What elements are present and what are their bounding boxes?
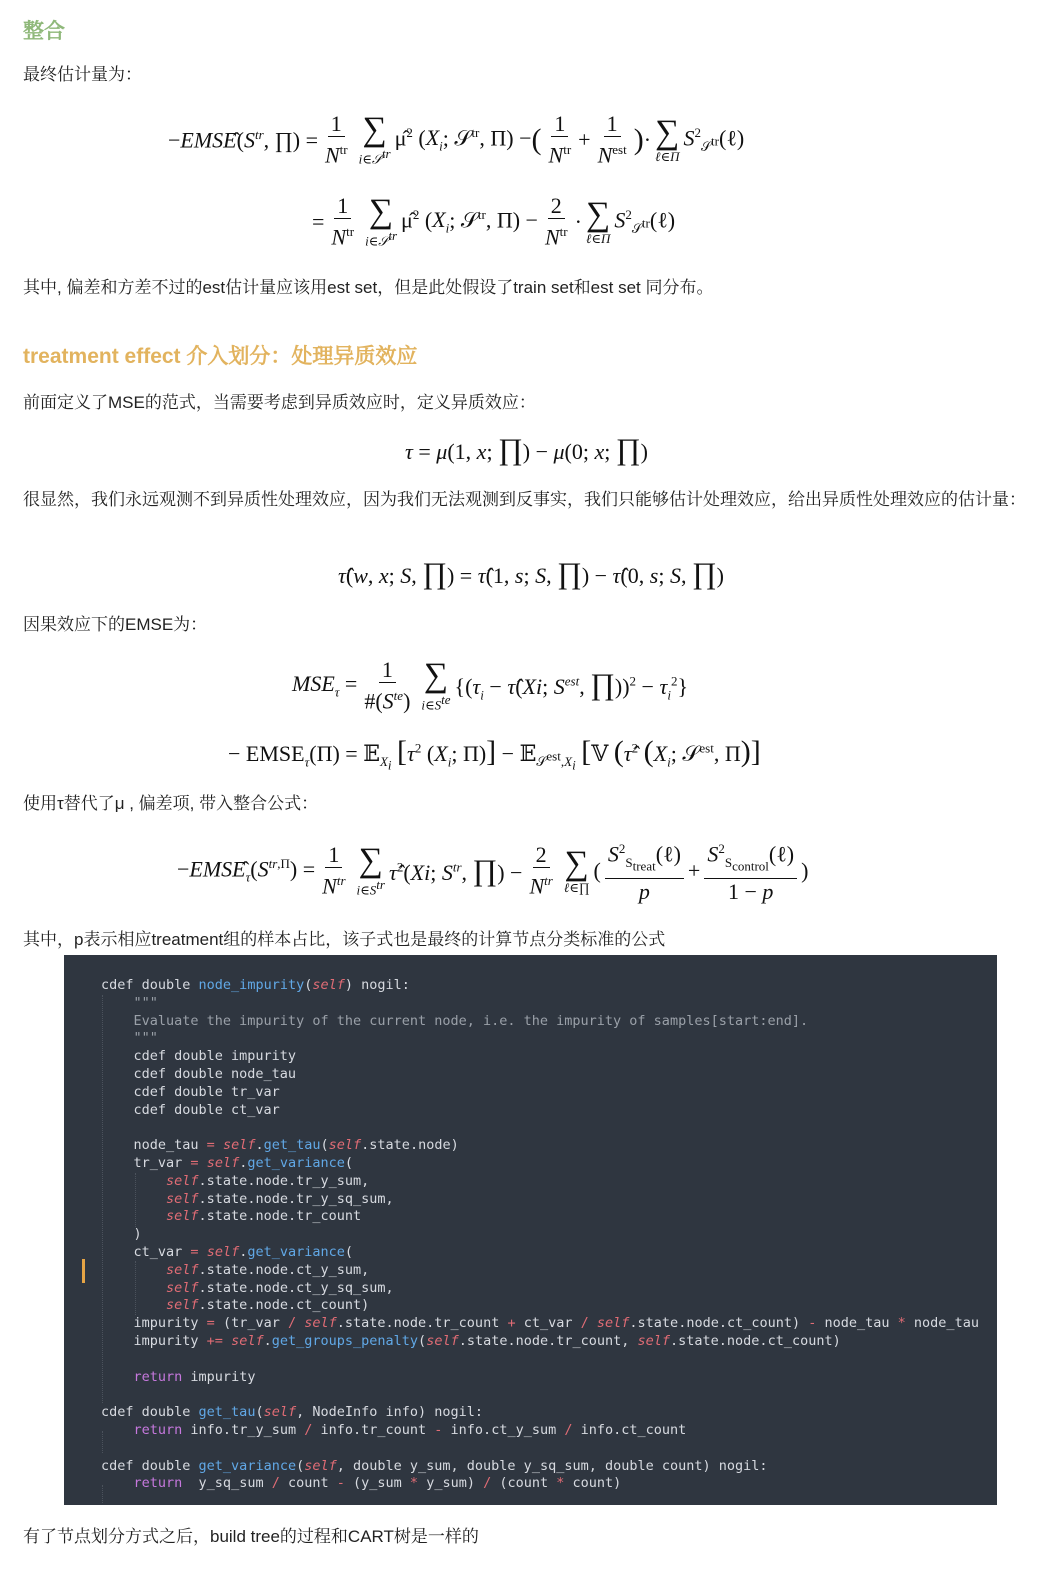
modified-line-marker	[82, 1259, 85, 1283]
code-line: tr_var = self.get_variance(	[101, 1154, 354, 1171]
code-line: cdef double get_tau(self, NodeInfo info) nogil:	[101, 1404, 484, 1421]
formula-tau-definition: τ = μ(1, x; ∏) − μ(0; x; ∏)	[405, 433, 648, 466]
code-lines	[101, 977, 979, 1493]
section-heading-treatment-effect: treatment effect 介入划分：处理异质效应	[23, 345, 418, 368]
formula-mse-tau: $MSE_\tau$ = $\frac{1}{\#(S^{te})}$ ∑ $i\in S^{te}$ {($\tau_i$ − τ̂(Xi; $S^{est}$, ∏))$^2$ − $\tau_i^2$}	[292, 656, 689, 714]
formula-tau-hat: τ̂(w, x; S, ∏) = τ̂(1, s; S, ∏) − τ̂(0, s; S, ∏)	[338, 557, 724, 590]
paragraph-heterogeneous-definition: 前面定义了MSE的范式，当需要考虑到异质效应时，定义异质效应：	[23, 393, 536, 412]
code-line: impurity = (tr_var / self.state.node.tr_count + ct_var / self.state.node.ct_count) - node_tau * node_tau	[101, 1315, 979, 1332]
code-line: cdef double node_impurity(self) nogil:	[101, 977, 410, 993]
code-line: ct_var = self.get_variance(	[101, 1243, 354, 1260]
paragraph-p-explanation: 其中，p表示相应treatment组的样本占比，该子式也是最终的计算节点分类标准的公式	[23, 930, 666, 949]
code-line: """	[101, 1030, 158, 1047]
formula-emse-line2: = $\frac{1}{N^{tr}}$ ∑ i∈𝒮$^{tr}$ μ̂$^2$ ($X_i$; 𝒮$^{tr}$, Π) − $\frac{2}{N^{tr}}$ · ∑ ℓ∈Π $S^2_{𝒮^{tr}}(\ell)$	[312, 192, 676, 250]
code-line: impurity += self.get_groups_penalty(self.state.node.tr_count, self.state.node.ct_count)	[101, 1332, 841, 1349]
code-line: """	[101, 994, 158, 1011]
code-line: self.state.node.tr_y_sq_sum,	[166, 1190, 394, 1207]
paragraph-estimator-explanation: 很显然，我们永远观测不到异质性处理效应，因为我们无法观测到反事实，我们只能够估计处理效应，给出异质性处理效应的估计量：	[23, 490, 1026, 509]
formula-emse-line1: $-EMSÊ(S^{tr}$, ∏) = $\frac{1}{N^{tr}}$ ∑ i∈𝒮$^{tr}$ μ̂$^2$ ($X_i$; 𝒮$^{tr}$, Π) − ( $\frac{1}{N^{tr}}$ + $\frac{1}{N^{est}}$ ) · ∑ ℓ∈Π $S^2_{𝒮^{tr}}(\ell)$	[168, 110, 745, 168]
code-line	[101, 1386, 979, 1404]
code-line: cdef double get_variance(self, double y_sum, double y_sq_sum, double count) nogil:	[101, 1457, 768, 1474]
code-line: node_tau = self.get_tau(self.state.node)	[101, 1137, 459, 1154]
code-line: self.state.node.ct_count)	[166, 1297, 370, 1314]
code-line: cdef double impurity	[101, 1048, 297, 1065]
code-block[interactable]	[64, 955, 997, 1505]
code-line: return info.tr_y_sum / info.tr_count - info.ct_y_sum / info.ct_count	[133, 1421, 687, 1438]
paragraph-causal-emse-intro: 因果效应下的EMSE为：	[23, 615, 208, 634]
code-line: cdef double tr_var	[101, 1083, 280, 1100]
code-line: self.state.node.tr_count	[166, 1208, 362, 1225]
code-line: self.state.node.ct_y_sq_sum,	[166, 1279, 394, 1296]
code-line	[101, 1351, 979, 1369]
code-line: self.state.node.tr_y_sum,	[166, 1172, 370, 1189]
code-line: cdef double node_tau	[101, 1065, 297, 1082]
paragraph-final-estimator: 最终估计量为：	[23, 65, 142, 84]
code-line: return y_sq_sum / count - (y_sum * y_sum) / (count * count)	[133, 1475, 622, 1492]
paragraph-closing: 有了节点划分方式之后，build tree的过程和CART树是一样的	[23, 1527, 479, 1546]
code-line	[101, 1119, 979, 1137]
code-line: return impurity	[133, 1368, 256, 1385]
formula-emse-tau-final: $-EMSE_\tau(S^{tr,\Pi})$ = $\frac{1}{N^{tr}}$ ∑ $i\in S^{tr}$ τ̂$^2$(Xi; $S^{tr}$, ∏) − $\frac{2}{N^{tr}}$ ∑ ℓ∈∏ ( $\frac{S^2_{S_{treat}}(\ell)}{p}$ + $\frac{S^2_{S_{control}}(\ell)}{1 - p}$ )	[177, 836, 808, 906]
section-heading-integration: 整合	[23, 20, 65, 43]
paragraph-substitute-tau: 使用τ替代了μ , 偏差项, 带入整合公式：	[23, 794, 319, 813]
code-line	[101, 1440, 979, 1458]
code-line: )	[101, 1226, 142, 1243]
code-line: cdef double ct_var	[101, 1101, 280, 1118]
formula-emse-tau: − $EMSE_\tau(\Pi)$ = 𝔼$_{X_i}$ [$\tau^2$ ($X_i$; Π)] − 𝔼$_{𝒮^{est},X_i}$ [𝕍 (τ̂$^2$ ($X_i$; 𝒮$^{est}$, Π)]	[228, 734, 761, 773]
code-line: self.state.node.ct_y_sum,	[166, 1261, 370, 1278]
paragraph-same-distribution-note: 其中, 偏差和方差不过的est估计量应该用est set，但是此处假设了train set和est set 同分布。	[23, 278, 714, 297]
code-line: Evaluate the impurity of the current node, i.e. the impurity of samples[start:end].	[101, 1012, 809, 1029]
